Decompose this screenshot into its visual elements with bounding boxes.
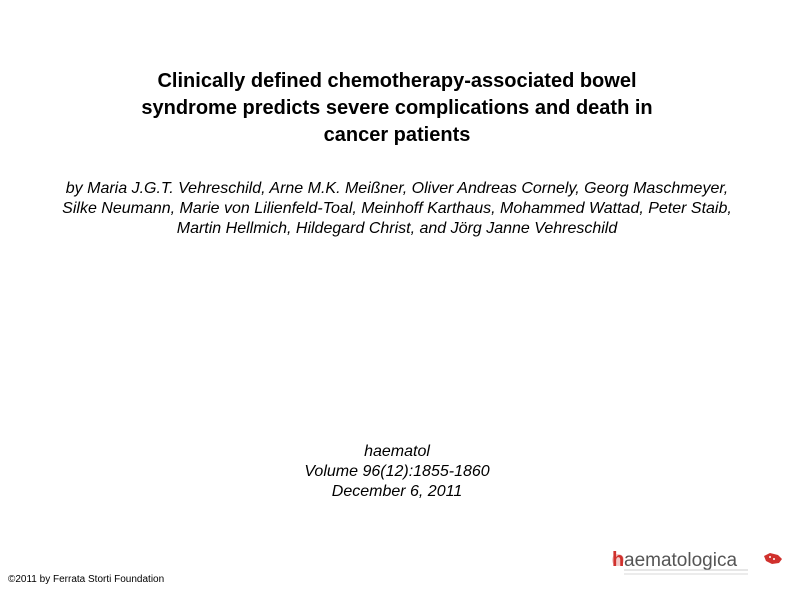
title-line-3: cancer patients [323,124,471,146]
haematologica-logo [598,542,788,578]
journal-name: haematol [364,443,430,460]
copyright-notice: ©2011 by Ferrata Storti Foundation [8,574,165,585]
volume-pages: Volume 96(12):1855-1860 [304,463,490,480]
title-line-1: Clinically defined chemotherapy-associated bowel [157,70,637,92]
paper-title [60,68,734,149]
svg-text:aematologica: aematologica [624,550,738,571]
author-list: by Maria J.G.T. Vehreschild, Arne M.K. Meißner, Oliver Andreas Cornely, Georg Maschmeyer, Silke Neumann, Marie von Lilienfeld-Toal, Meinhoff Karthaus, Mohammed Wattad, Peter Staib, Martin Hellmich, Hildegard Christ, and Jörg Janne Vehreschild [62,180,732,237]
citation-block [250,442,544,502]
title-line-2: syndrome predicts severe complications and death in [141,97,653,119]
publication-date: December 6, 2011 [331,483,463,500]
svg-text:h: h [612,549,625,571]
